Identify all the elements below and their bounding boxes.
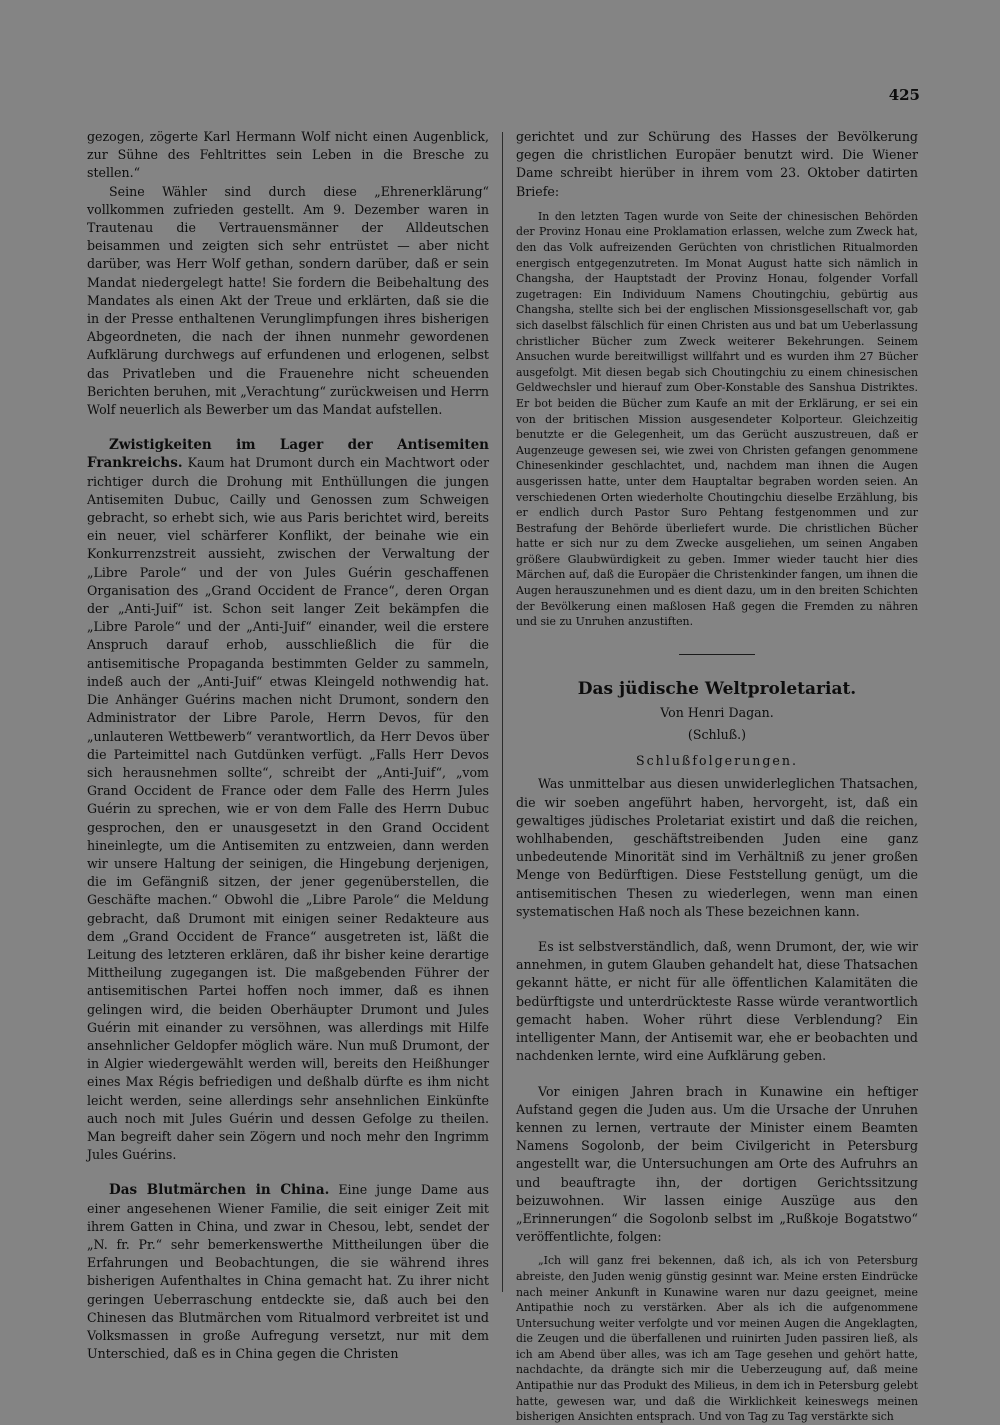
column-rule [502,132,503,1292]
article-author: Von Henri Dagan. [660,704,774,720]
article-body: Eine junge Dame aus einer angesehenen Wiener Familie, die seit einiger Zeit mit ihrem Gatten in China, und zwar in Chesou, lebt, sendet der „N. fr. Pr.“ sehr bemerkenswerthe Mittheilungen über die Erfahrungen und Beobachtungen, die sie während ihres bisherigen Aufenthaltes in China gemacht hat. Zu ihrer nicht geringen Ueberraschung entdeckte sie, daß auch bei den Chinesen das Blutmärchen vom Ritualmord verbreitet ist und Volksmassen in große Aufregung versetzt, nur mit dem Unterschied, daß es in China gegen die Christen [87,1182,489,1362]
article-body: Kaum hat Drumont durch ein Machtwort oder richtiger durch die Drohung mit Enthüllungen die jungen Antisemiten Dubuc, Cailly und Genossen zum Schweigen gebracht, so erhebt sich, wie aus Paris berichtet wird, bereits ein neuer, viel schärferer Konflikt, der beinahe wie ein Konkurrenzstreit aussieht, zwischen der Verwaltung der „Libre Parole“ und der von Jules Guérin geschaffenen Organisation des „Grand Occident de France“, deren Organ der „Anti-Juif“ ist. Schon seit langer Zeit bekämpfen die „Libre Parole“ und der „Anti-Juif“ einander, weil die erstere Anspruch darauf erhob, ausschließlich die für die antisemitische Propaganda bestimmten Gelder zu sammeln, indeß auch der „Anti-Juif“ etwas Kleingeld nothwendig hat. Die Anhänger Guérins machen nicht Drumont, sondern den Administrator der Libre Parole, Herrn Devos, für den „unlauteren Wettbewerb“ verantwortlich, da Herr Devos über die Parteimittel nach Gutdünken verfügt. „Falls Herr Devos sich herausnehmen sollte“, schreibt der „Anti-Juif“, „vom Grand Occident de France oder dem Falle des Herrn Jules Guérin zu sprechen, wie er von dem Falle des Herrn Dubuc gesprochen, den er unausgesetzt in den Grand Occident hineinlegte, um die Antisemiten zu entzweien, dann werden wir unsere Haltung der seinigen, die Hingebung derjenigen, die im Gefängniß sitzen, der jener gegenüberstellen, die Geschäfte machen.“ Obwohl die „Libre Parole“ die Meldung gebracht, daß Drumont mit einigen seiner Redakteure aus dem „Grand Occident de France“ ausgetreten ist, läßt die Leitung des letzteren erklären, daß ihr bisher keine derartige Mittheilung zugegangen ist. Die maßgebenden Führer der antisemitischen Partei hoffen noch immer, daß es ihnen gelingen wird, die beiden Oberhäupter Drumont und Jules Guérin mit einander zu versöhnen, was allerdings mit Hilfe ansehnlicher Geldopfer möglich wäre. Nun muß Drumont, der in Algier wiedergewählt werden will, bereits den Heißhunger eines Max Régis befriedigen und deßhalb dürfte es ihm nicht leicht werden, seine allerdings sehr ansehnlichen Einkünfte auch noch mit Jules Guérin und dessen Gefolge zu theilen. Man begreift daher sein Zögern und noch mehr den Ingrimm Jules Guérins. [87,455,489,1163]
article-continuation-note: (Schluß.) [687,727,747,743]
article-blutmaerchen [87,1181,489,1363]
section-subtitle: Schlußfolgerungen. [636,753,798,769]
article-heading: Zwistigkeiten im Lager der Antisemiten Frankreichs. [87,437,489,472]
paragraph: Vor einigen Jahren brach in Kunawine ein heftiger Aufstand gegen die Juden aus. Um die Ursache der Unruhen kennen zu lernen, vertraute der Minister einem Beamten Namens Sogolonb, der beim Civilgericht in Petersburg angestellt war, die Untersuchungen am Orte des Aufruhrs an und beauftragte ihn, der dortigen Gerichtssitzung beizuwohnen. Wir lassen einige Auszüge aus den „Erinnerungen“ die Sogolonb selbst im „Rußkoje Bogatstwo“ veröffentlichte, folgen: [516,1083,918,1245]
paragraph-continuation: gerichtet und zur Schürung des Hasses der Bevölkerung gegen die christlichen Europäer benutzt wird. Die Wiener Dame schreibt hierüber in ihrem vom 23. Oktober datirten Briefe: [516,129,918,199]
quoted-letter: In den letzten Tagen wurde von Seite der chinesischen Behörden der Provinz Honau eine Proklamation erlassen, welche zum Zweck hat, den das Volk aufreizenden Gerüchten von christlichen Ritualmorden energisch entgegenzutreten. Im Monat August hatte sich nämlich in Changsha, der Hauptstadt der Provinz Honau, folgender Vorfall zugetragen: Ein Individuum Namens Choutingchiu, gebürtig aus Changsha, stellte sich bei der englischen Missionsgesellschaft vor, gab sich daselbst fälschlich für einen Christen aus und bat um Ueberlassung christlicher Bücher zum Zweck weiterer Bekehrungen. Seinem Ansuchen wurde bereitwilligst willfahrt und es wurden ihm 27 Bücher ausgefolgt. Mit diesen begab sich Choutingchiu zu einem chinesischen Geldwechsler und hierauf zum Ober-Konstable des Sanshua Distriktes. Er bot beiden die Bücher zum Kaufe an mit der Erklärung, er sei ein von der britischen Mission ausgesendeter Kolporteur. Gleichzeitig benutzte er die Gelegenheit, um das Gerücht auszustreuen, daß er Augenzeuge gewesen sei, wie zwei von Christen gefangen genommene Chinesenkinder geschlachtet, und, nachdem man ihnen die Augen ausgerissen hatte, unter dem Hauptaltar begraben worden seien. An verschiedenen Orten wiederholte Choutingchiu dieselbe Erzählung, bis er endlich durch Pastor Suro Pehtang festgenommen und zur Bestrafung der Behörde überliefert wurde. Die christlichen Bücher hatte er sich nur zu dem Zwecke ausgeliehen, um seinen Angaben größere Glaubwürdigkeit zu geben. Immer wieder taucht hier dies Märchen auf, daß die Europäer die Christenkinder fangen, um ihnen die Augen herauszunehmen und es dient dazu, um in den breiten Schichten der Bevölkerung einen maßlosen Haß gegen die Fremden zu nähren und sie zu Unruhen anzustiften. [516,209,918,629]
section-divider [679,654,755,655]
quoted-memoir: „Ich will ganz frei bekennen, daß ich, als ich von Petersburg abreiste, den Juden wenig günstig gesinnt war. Meine ersten Eindrücke nach meiner Ankunft in Kunawine waren nur dazu geeignet, meine Antipathie noch zu verstärken. Aber als ich die aufgenommene Untersuchung weiter verfolgte und vor meinen Augen die Angeklagten, die Zeugen und die überfallenen und ruinirten Juden passiren ließ, als ich am Abend über alles, was ich am Tage gesehen und gehört hatte, nachdachte, da drängte sich mir die Ueberzeugung auf, daß meine Antipathie nur das Produkt des Milieus, in dem ich in Petersburg gelebt hatte, gewesen war, und daß die Wirklichkeit keineswegs meinen bisherigen Ansichten entsprach. Und von Tag zu Tag verstärkte sich [516,1254,918,1424]
article-heading: Das Blutmärchen in China. [109,1182,330,1199]
article-antisemiten-frankreich [87,436,489,1164]
left-column [87,128,489,1363]
paragraph-waehler: Seine Wähler sind durch diese „Ehrenerklärung“ vollkommen zufrieden gestellt. Am 9. Dezember waren in Trautenau die Vertrauensmänner der Alldeutschen beisammen und zeigten sich sehr entrüstet — aber nicht darüber, was Herr Wolf gethan, sondern darüber, daß er sein Mandat niedergelegt hatte! Sie fordern die Beibehaltung des Mandates als einen Akt der Treue und erklärten, daß sie die in der Presse enthaltenen Verunglimpfungen ihres bisherigen Abgeordneten, die nach der ihnen nunmehr gewordenen Aufklärung durchwegs auf erfundenen und erlogenen, selbst das Privatleben und die Frauenehre nicht scheuenden Berichten beruhen, mit „Verachtung“ zurückweisen und Herrn Wolf neuerlich als Bewerber um das Mandat aufstellen. [87,183,489,418]
article-title: Das jüdische Weltproletariat. [577,678,857,699]
paragraph-continuation: gezogen, zögerte Karl Hermann Wolf nicht einen Augenblick, zur Sühne des Fehltrittes sein Leben in die Bresche zu stellen.“ [87,129,489,181]
page-number: 425 [888,86,920,104]
paragraph: Was unmittelbar aus diesen unwiderleglichen Thatsachen, die wir soeben angeführt haben, hervorgeht, ist, daß ein gewaltiges jüdisches Proletariat existirt und daß die reichen, wohlhabenden, geschäftstreibenden Juden eine ganz unbedeutende Minorität sind im Verhältniß zu jener großen Menge von Bedürftigen. Diese Feststellung genügt, um die antisemitischen Thesen zu wiederlegen, wenn man einen systematischen Haß noch als These bezeichnen kann. [516,776,918,919]
paragraph: Es ist selbstverständlich, daß, wenn Drumont, der, wie wir annehmen, in gutem Glauben gehandelt hat, diese Thatsachen gekannt hätte, er nicht für alle öffentlichen Kalamitäten die bedürftigste und unterdrückteste Rasse würde verantwortlich gemacht haben. Woher rührt diese Verblendung? Ein intelligenter Mann, der Antisemit war, ehe er beobachten und nachdenken lernte, wird eine Aufklärung geben. [516,939,918,1064]
right-column [516,128,918,1425]
